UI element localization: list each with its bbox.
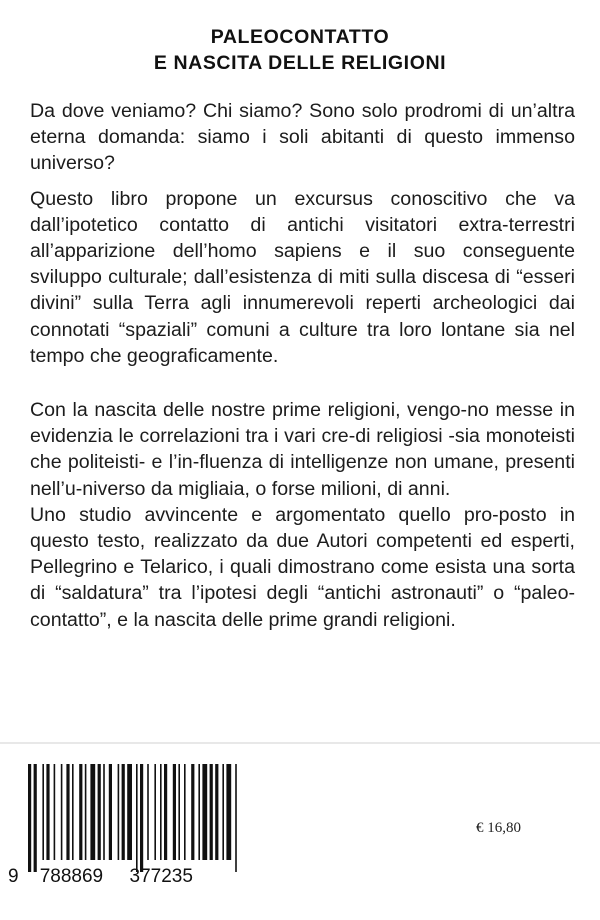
- paragraph-religions: Con la nascita delle nostre prime religioni, vengo-no messe in evidenzia le correlazioni tra i vari cre-di religiosi -sia monoteisti che politeisti- e l’in-fluenza di intelligenze non umane, presenti nell’u-niverso da migliaia, o forse milioni, di anni.: [30, 399, 575, 500]
- barcode-bar: [90, 764, 95, 860]
- barcode-bar: [28, 764, 31, 872]
- barcode-bar: [178, 764, 180, 860]
- barcode-bar: [66, 764, 69, 860]
- title-line-2: E NASCITA DELLE RELIGIONI: [153, 52, 447, 74]
- barcode-bar: [160, 764, 162, 860]
- barcode-bar: [147, 764, 149, 860]
- barcode-bar: [173, 764, 176, 860]
- book-title: [0, 24, 600, 76]
- barcode-bar: [54, 764, 56, 860]
- barcode-bar: [46, 764, 49, 860]
- barcode-bar: [222, 764, 224, 860]
- barcode-group-1: 788869: [39, 866, 104, 887]
- barcode-bar: [34, 764, 37, 872]
- barcode-bar: [191, 764, 194, 860]
- barcode-bar: [235, 764, 237, 872]
- barcode-bar: [136, 764, 138, 872]
- barcode-bar: [202, 764, 207, 860]
- barcode-bar: [154, 764, 156, 860]
- barcode-bar: [61, 764, 63, 860]
- barcode: [0, 746, 286, 892]
- barcode-bar: [98, 764, 101, 860]
- barcode-bar: [122, 764, 125, 860]
- barcode-bar: [42, 764, 44, 860]
- barcode-bar: [127, 764, 132, 860]
- barcode-bar: [215, 764, 218, 860]
- barcode-number: [8, 866, 278, 888]
- blurb-text: [30, 98, 575, 633]
- barcode-bar: [184, 764, 186, 860]
- title-line-1: PALEOCONTATTO: [210, 26, 390, 48]
- barcode-first-digit: 9: [8, 866, 19, 887]
- barcode-group-2: 377235: [129, 866, 193, 887]
- barcode-bar: [210, 764, 213, 860]
- barcode-bar: [226, 764, 231, 860]
- barcode-bar: [140, 764, 143, 872]
- divider: [0, 742, 600, 744]
- barcode-bar: [72, 764, 74, 860]
- barcode-bar: [79, 764, 82, 860]
- price-label: € 16,80: [476, 820, 521, 836]
- barcode-bar: [118, 764, 120, 860]
- paragraph-study: Uno studio avvincente e argomentato quello pro-posto in questo testo, realizzato da due Autori competenti ed esperti, Pellegrino e Telarico, i quali dimostrano come esista una sorta di “saldatura” tra l’ipotesi degli “antichi astronauti” o “paleo-contatto”, e la nascita delle prime grandi religioni.: [30, 503, 575, 631]
- barcode-bar: [109, 764, 112, 860]
- paragraph-excursus: Questo libro propone un excursus conoscitivo che va dall’ipotetico contatto di antichi visitatori extra-terrestri all’apparizione dell’homo sapiens e il suo conseguente sviluppo culturale; dall’esistenza di miti sulla discesa di “esseri divini” sulla Terra agli innumerevoli reperti archeologici dai connotati “spaziali” comuni a culture tra loro lontane sia nel tempo che geograficamente.: [30, 187, 575, 367]
- barcode-bars: [28, 764, 264, 872]
- barcode-bar: [85, 764, 87, 860]
- barcode-bar: [103, 764, 105, 860]
- barcode-bar: [198, 764, 200, 860]
- barcode-bar: [164, 764, 167, 860]
- paragraph-intro: Da dove veniamo? Chi siamo? Sono solo prodromi di un’altra eterna domanda: siamo i soli abitanti di questo immenso universo?: [30, 100, 575, 175]
